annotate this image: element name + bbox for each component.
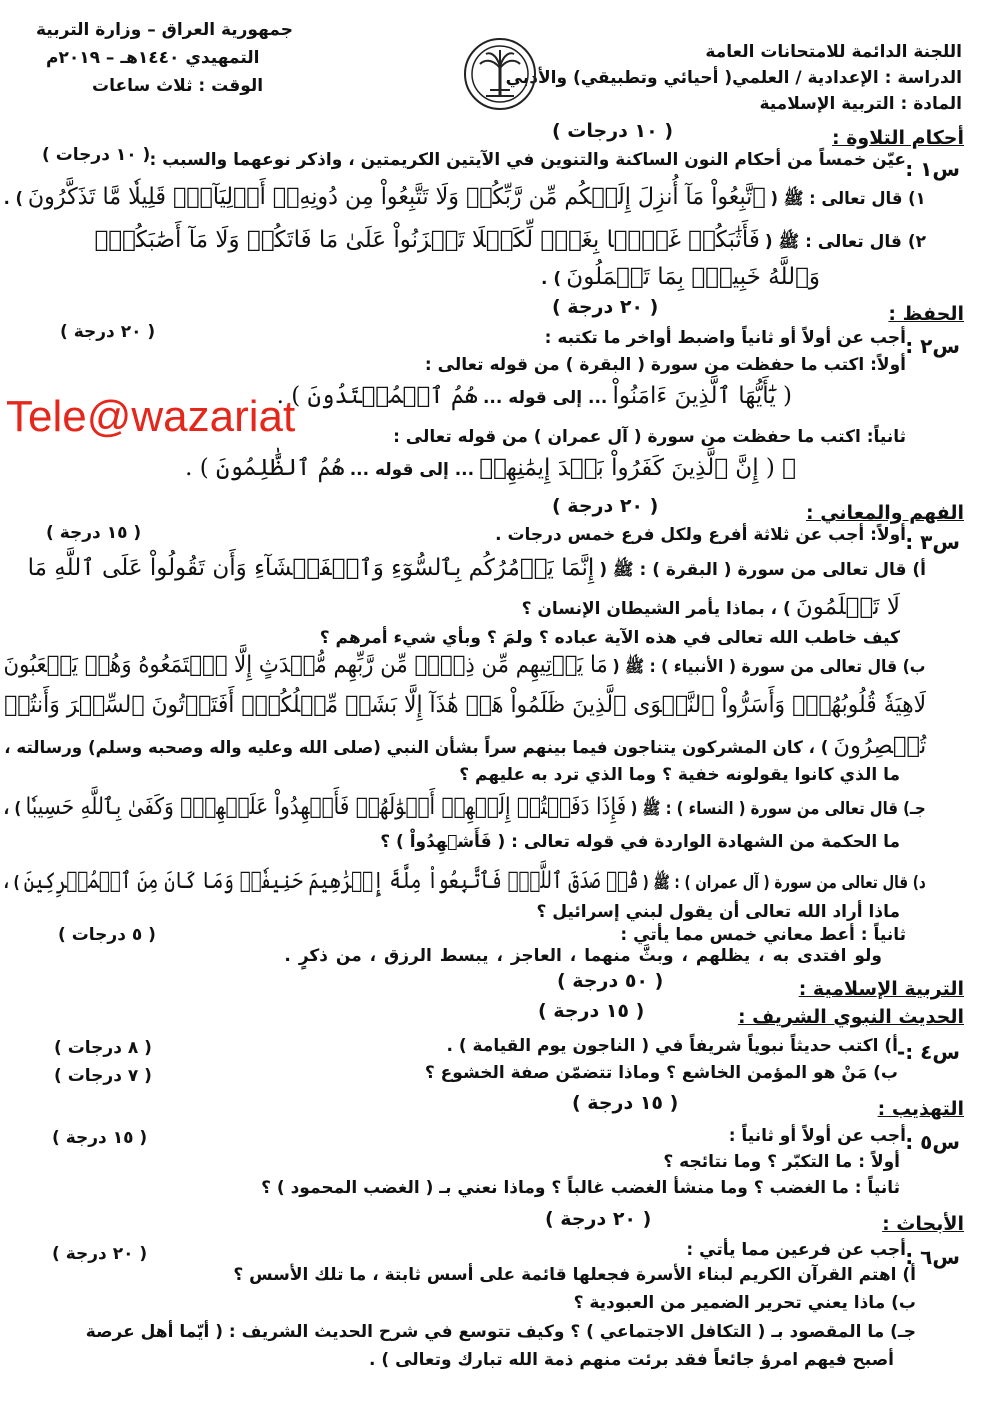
- q2-part-b: ثانياً: اكتب ما حفظت من سورة ( آل عمران ) من قوله تعالى :: [393, 427, 906, 447]
- q1-line3-post: ) .: [541, 269, 562, 289]
- q5-number: س٥ :: [905, 1130, 960, 1154]
- section-marks-fahm: ( ٢٠ درجة ): [552, 495, 659, 517]
- q2-part-b-ayah: [185, 455, 796, 481]
- q3-part-a-2: [522, 594, 900, 620]
- exam-duration: الوقت : ثلاث ساعات: [92, 76, 264, 96]
- q6-number: س٦ :: [905, 1245, 960, 1269]
- q1-line1-pre: ١) قال تعالى : ﷺ (: [770, 189, 926, 209]
- q1-line1-post: ) .: [4, 189, 24, 209]
- q2-b-mid: ... إلى قوله ...: [349, 460, 475, 480]
- q3-b-post: ) ، كان المشركون يتناجون فيما بينهم سراً بشأن النبي (صلى الله وعليه واله وصحبه وسلم) ورسالته ،: [4, 738, 829, 758]
- q1-line1: [4, 184, 926, 213]
- q5-marks: ( ١٥ درجة ): [52, 1128, 148, 1148]
- q3-word: يظلهم: [695, 946, 751, 966]
- q5-part-b: ثانياً : ما الغضب ؟ وما منشأ الغضب غالباً ؟ وماذا نعني بـ ( الغضب المحمود ) ؟: [261, 1178, 900, 1198]
- q1-marks: ( ١٠ درجات ): [42, 145, 151, 165]
- q2-a-mid: ... إلى قوله ...: [482, 388, 608, 408]
- q3-b-question: ما الذي كانوا يقولونه خفية ؟ وما الذي ترد به عليهم ؟: [459, 765, 900, 785]
- q3-c-pre: جـ) قال تعالى من سورة ( النساء ) : ﷺ (: [630, 799, 926, 819]
- q4-part-b: ب) مَنْ هو المؤمن الخاشع ؟ وماذا تتضمّن صفة الخشوع ؟: [424, 1063, 898, 1083]
- section-marks-hadith: ( ١٥ درجة ): [538, 1000, 645, 1022]
- q3-word: وبثَّ منهما: [584, 946, 674, 966]
- watermark: Tele@wazariat: [6, 392, 296, 441]
- q3-word: يبسط الرزق: [384, 946, 489, 966]
- q2-part-a: أولاً: اكتب ما حفظت من سورة ( البقرة ) من قوله تعالى :: [424, 355, 906, 375]
- q2-a-ayah-end: هُمُ ٱلۡمُهۡتَدُونَ ) .: [276, 383, 478, 409]
- q1-ayah2-cont: وَٱللَّهُ خَبِيرُۢ بِمَا تَعۡمَلُونَ: [566, 264, 820, 290]
- seal-emblem-icon: [462, 36, 538, 112]
- q3-b-ayah-cont: لَاهِيَةٗ قُلُوبُهُمۡۗ وَأَسَرُّواْ ٱلنَّجۡوَى ٱلَّذِينَ ظَلَمُواْ هَلۡ هَٰذَآ إِلَّا بَشَرٞ مِّثۡلُكُمۡۖ أَفَتَأۡتُونَ ٱلسِّحۡرَ وَأَنتُمۡ: [4, 692, 926, 718]
- section-title-tilawa: أحكام التلاوة :: [832, 127, 964, 149]
- q3-d-post: ) ،: [4, 873, 20, 893]
- q1-line3: [541, 264, 820, 290]
- section-title-hifz: الحفظ :: [888, 303, 964, 325]
- section-title-fahm: الفهم والمعاني :: [805, 502, 964, 524]
- q6-part-c-2: أصبح فيهم امرؤ جائعاً فقد برئت منهم ذمة الله تبارك وتعالى ) .: [369, 1350, 894, 1370]
- q3-second: ثانياً : أعط معاني خمس مما يأتي :: [620, 925, 906, 945]
- q4-part-a: أ) اكتب حديثاً نبوياً شريفاً في ( الناجون يوم القيامة ) .: [446, 1036, 898, 1056]
- q2-text: أجب عن أولاً أو ثانياً واضبط أواخر ما تكتبه :: [544, 328, 906, 348]
- q3-part-d: [4, 868, 926, 897]
- section-marks-tilawa: ( ١٠ درجات ): [552, 120, 674, 142]
- q4-a-marks: ( ٨ درجات ): [54, 1038, 152, 1058]
- q1-number: س١ :: [905, 157, 960, 181]
- q3-a-question: كيف خاطب الله تعالى في هذه الآية عباده ؟ ولمَ ؟ وبأي شيء أمرهم ؟: [319, 628, 900, 648]
- q3-c-ayah: فَإِذَا دَفَعۡتُمۡ إِلَيۡهِمۡ أَمۡوَٰلَهُمۡ فَأَشۡهِدُواْ عَلَيۡهِمۡۚ وَكَفَىٰ بِٱللَّهِ حَسِيبٗا: [26, 794, 627, 820]
- q3-d-pre: د) قال تعالى من سورة ( آل عمران ) : ﷺ (: [642, 873, 926, 893]
- q3-a-ayah: إِنَّمَا يَأۡمُرُكُم بِٱلسُّوٓءِ وَٱلۡفَحۡشَآءِ وَأَن تَقُولُواْ عَلَى ٱللَّهِ مَا: [27, 555, 595, 581]
- q3-number: س٣ :: [905, 530, 960, 554]
- q1-ayah2: فَأَثَٰبَكُمۡ غَمَّۢا بِغَمّٖ لِّكَيۡلَا تَحۡزَنُواْ عَلَىٰ مَا فَاتَكُمۡ وَلَا مَآ أَصَٰبَكُمۡۗ: [94, 227, 760, 253]
- subject-line: المادة : التربية الإسلامية: [759, 94, 962, 114]
- study-branch: الدراسة : الإعدادية / العلمي( أحيائي وتطبيقي) والأدبي: [505, 68, 962, 88]
- q3-second-marks: ( ٥ درجات ): [58, 925, 156, 945]
- q6-part-a: أ) اهتم القرآن الكريم لبناء الأسرة فجعلها قائمة على أسس ثابتة ، ما تلك الأسس ؟: [233, 1265, 916, 1285]
- q2-number: س٢ :: [905, 334, 960, 358]
- q3-word: ولو افتدى به: [772, 946, 882, 966]
- q6-part-c: جـ) ما المقصود بـ ( التكافل الاجتماعي ) ؟ وكيف تتوسع في شرح الحديث الشريف : ( أيّما أهل عرصة: [85, 1322, 916, 1342]
- q1-line2: [94, 227, 926, 256]
- section-title-tarbiya: التربية الإسلامية :: [798, 978, 964, 1000]
- q1-text: عيّن خمساً من أحكام النون الساكنة والتنوين في الآيتين الكريمتين ، واذكر نوعهما والسبب :: [149, 150, 906, 170]
- q1-ayah1: ٱتَّبِعُواْ مَآ أُنزِلَ إِلَيۡكُم مِّن رَّبِّكُمۡ وَلَا تَتَّبِعُواْ مِن دُونِهِۦٓ أَوۡلِيَآءَۗ قَلِيلٗا مَّا تَذَكَّرُونَ: [28, 184, 767, 210]
- q3-d-question: ماذا أراد الله تعالى أن يقول لبني إسرائيل ؟: [536, 902, 900, 922]
- q3-part-c: [4, 794, 926, 823]
- section-title-tahdheeb: التهذيب :: [877, 1098, 964, 1120]
- q4-b-marks: ( ٧ درجات ): [54, 1066, 152, 1086]
- section-marks-hifz: ( ٢٠ درجة ): [552, 296, 659, 318]
- exam-round: التمهيدي ١٤٤٠هـ – ٢٠١٩م: [46, 48, 260, 68]
- q3-part-a: [28, 555, 926, 584]
- q4-number: س٤ :-: [896, 1040, 960, 1064]
- q2-a-ayah-start: ( يَٰٓأَيُّهَا ٱلَّذِينَ ءَامَنُواْ: [612, 383, 792, 409]
- q5-part-a: أولاً : ما التكبّر ؟ وما نتائجه ؟: [663, 1152, 900, 1172]
- q3-word: من ذكرٍ: [298, 946, 362, 966]
- q3-part-b-3: [4, 733, 926, 759]
- q6-text: أجب عن فرعين مما يأتي :: [686, 1240, 906, 1260]
- q6-marks: ( ٢٠ درجة ): [52, 1244, 148, 1264]
- q3-b-ayah-end: تُبۡصِرُونَ: [833, 733, 926, 759]
- committee-name: اللجنة الدائمة للامتحانات العامة: [705, 42, 962, 62]
- q3-c-post: ) ،: [4, 799, 22, 819]
- section-marks-tahdheeb: ( ١٥ درجة ): [572, 1092, 679, 1114]
- q2-marks: ( ٢٠ درجة ): [60, 322, 156, 342]
- section-marks-tarbiya: ( ٥٠ درجة ): [557, 970, 664, 992]
- section-marks-abhath: ( ٢٠ درجة ): [545, 1208, 652, 1230]
- q2-part-a-ayah: [277, 383, 792, 409]
- q3-d-ayah: قُلۡ صَدَقَ ٱللَّهُۗ فَٱتَّبِعُواْ مِلَّةَ إِبۡرَٰهِيمَ حَنِيفٗاۖ وَمَا كَانَ مِنَ ٱلۡمُشۡرِكِينَ: [23, 868, 639, 894]
- q3-b-pre: ب) قال تعالى من سورة ( الأنبياء ) : ﷺ (: [612, 657, 926, 677]
- q3-a-ayah-cont: لَا تَعۡلَمُونَ: [795, 594, 900, 620]
- q3-text: أولاً: أجب عن ثلاثة أفرع ولكل فرع خمس درجات .: [495, 525, 906, 545]
- q5-text: أجب عن أولاً أو ثانياً :: [728, 1126, 906, 1146]
- q6-part-b: ب) ماذا يعني تحرير الضمير من العبودية ؟: [573, 1293, 916, 1313]
- q3-a-post: ) ، بماذا يأمر الشيطان الإنسان ؟: [521, 599, 791, 619]
- ministry-line: جمهورية العراق – وزارة التربية: [36, 20, 293, 40]
- q3-b-ayah: مَا يَأۡتِيهِم مِّن ذِكۡرٖ مِّن رَّبِّهِم مُّحۡدَثٍ إِلَّا ٱسۡتَمَعُوهُ وَهُمۡ يَلۡعَبُونَ: [4, 652, 609, 678]
- q2-b-ayah-start: ﷺ ( إِنَّ ٱلَّذِينَ كَفَرُواْ بَعۡدَ إِيمَٰنِهِمۡ: [479, 455, 796, 481]
- section-title-hadith: الحديث النبوي الشريف :: [737, 1006, 964, 1028]
- q3-part-b-2: [4, 692, 926, 718]
- q3-c-question: ما الحكمة من الشهادة الواردة في قوله تعالى : ( فَأَشۡهِدُواْ ) ؟: [380, 832, 900, 852]
- q2-b-ayah-end: هُمُ ٱلظَّٰلِمُونَ ) .: [185, 455, 345, 481]
- q3-a-pre: أ) قال تعالى من سورة ( البقرة ) : ﷺ (: [599, 560, 926, 580]
- q3-word: العاجز: [510, 946, 562, 966]
- q3-words: ولو افتدى به ، يظلهم ، وبثَّ منهما ، العاجز ، يبسط الرزق ، من ذكرٍ .: [284, 946, 882, 966]
- q3-part-b: [4, 652, 926, 681]
- q1-line2-pre: ٢) قال تعالى : ﷺ (: [764, 232, 926, 252]
- section-title-abhath: الأبحاث :: [882, 1213, 964, 1235]
- q3-marks: ( ١٥ درجة ): [46, 523, 142, 543]
